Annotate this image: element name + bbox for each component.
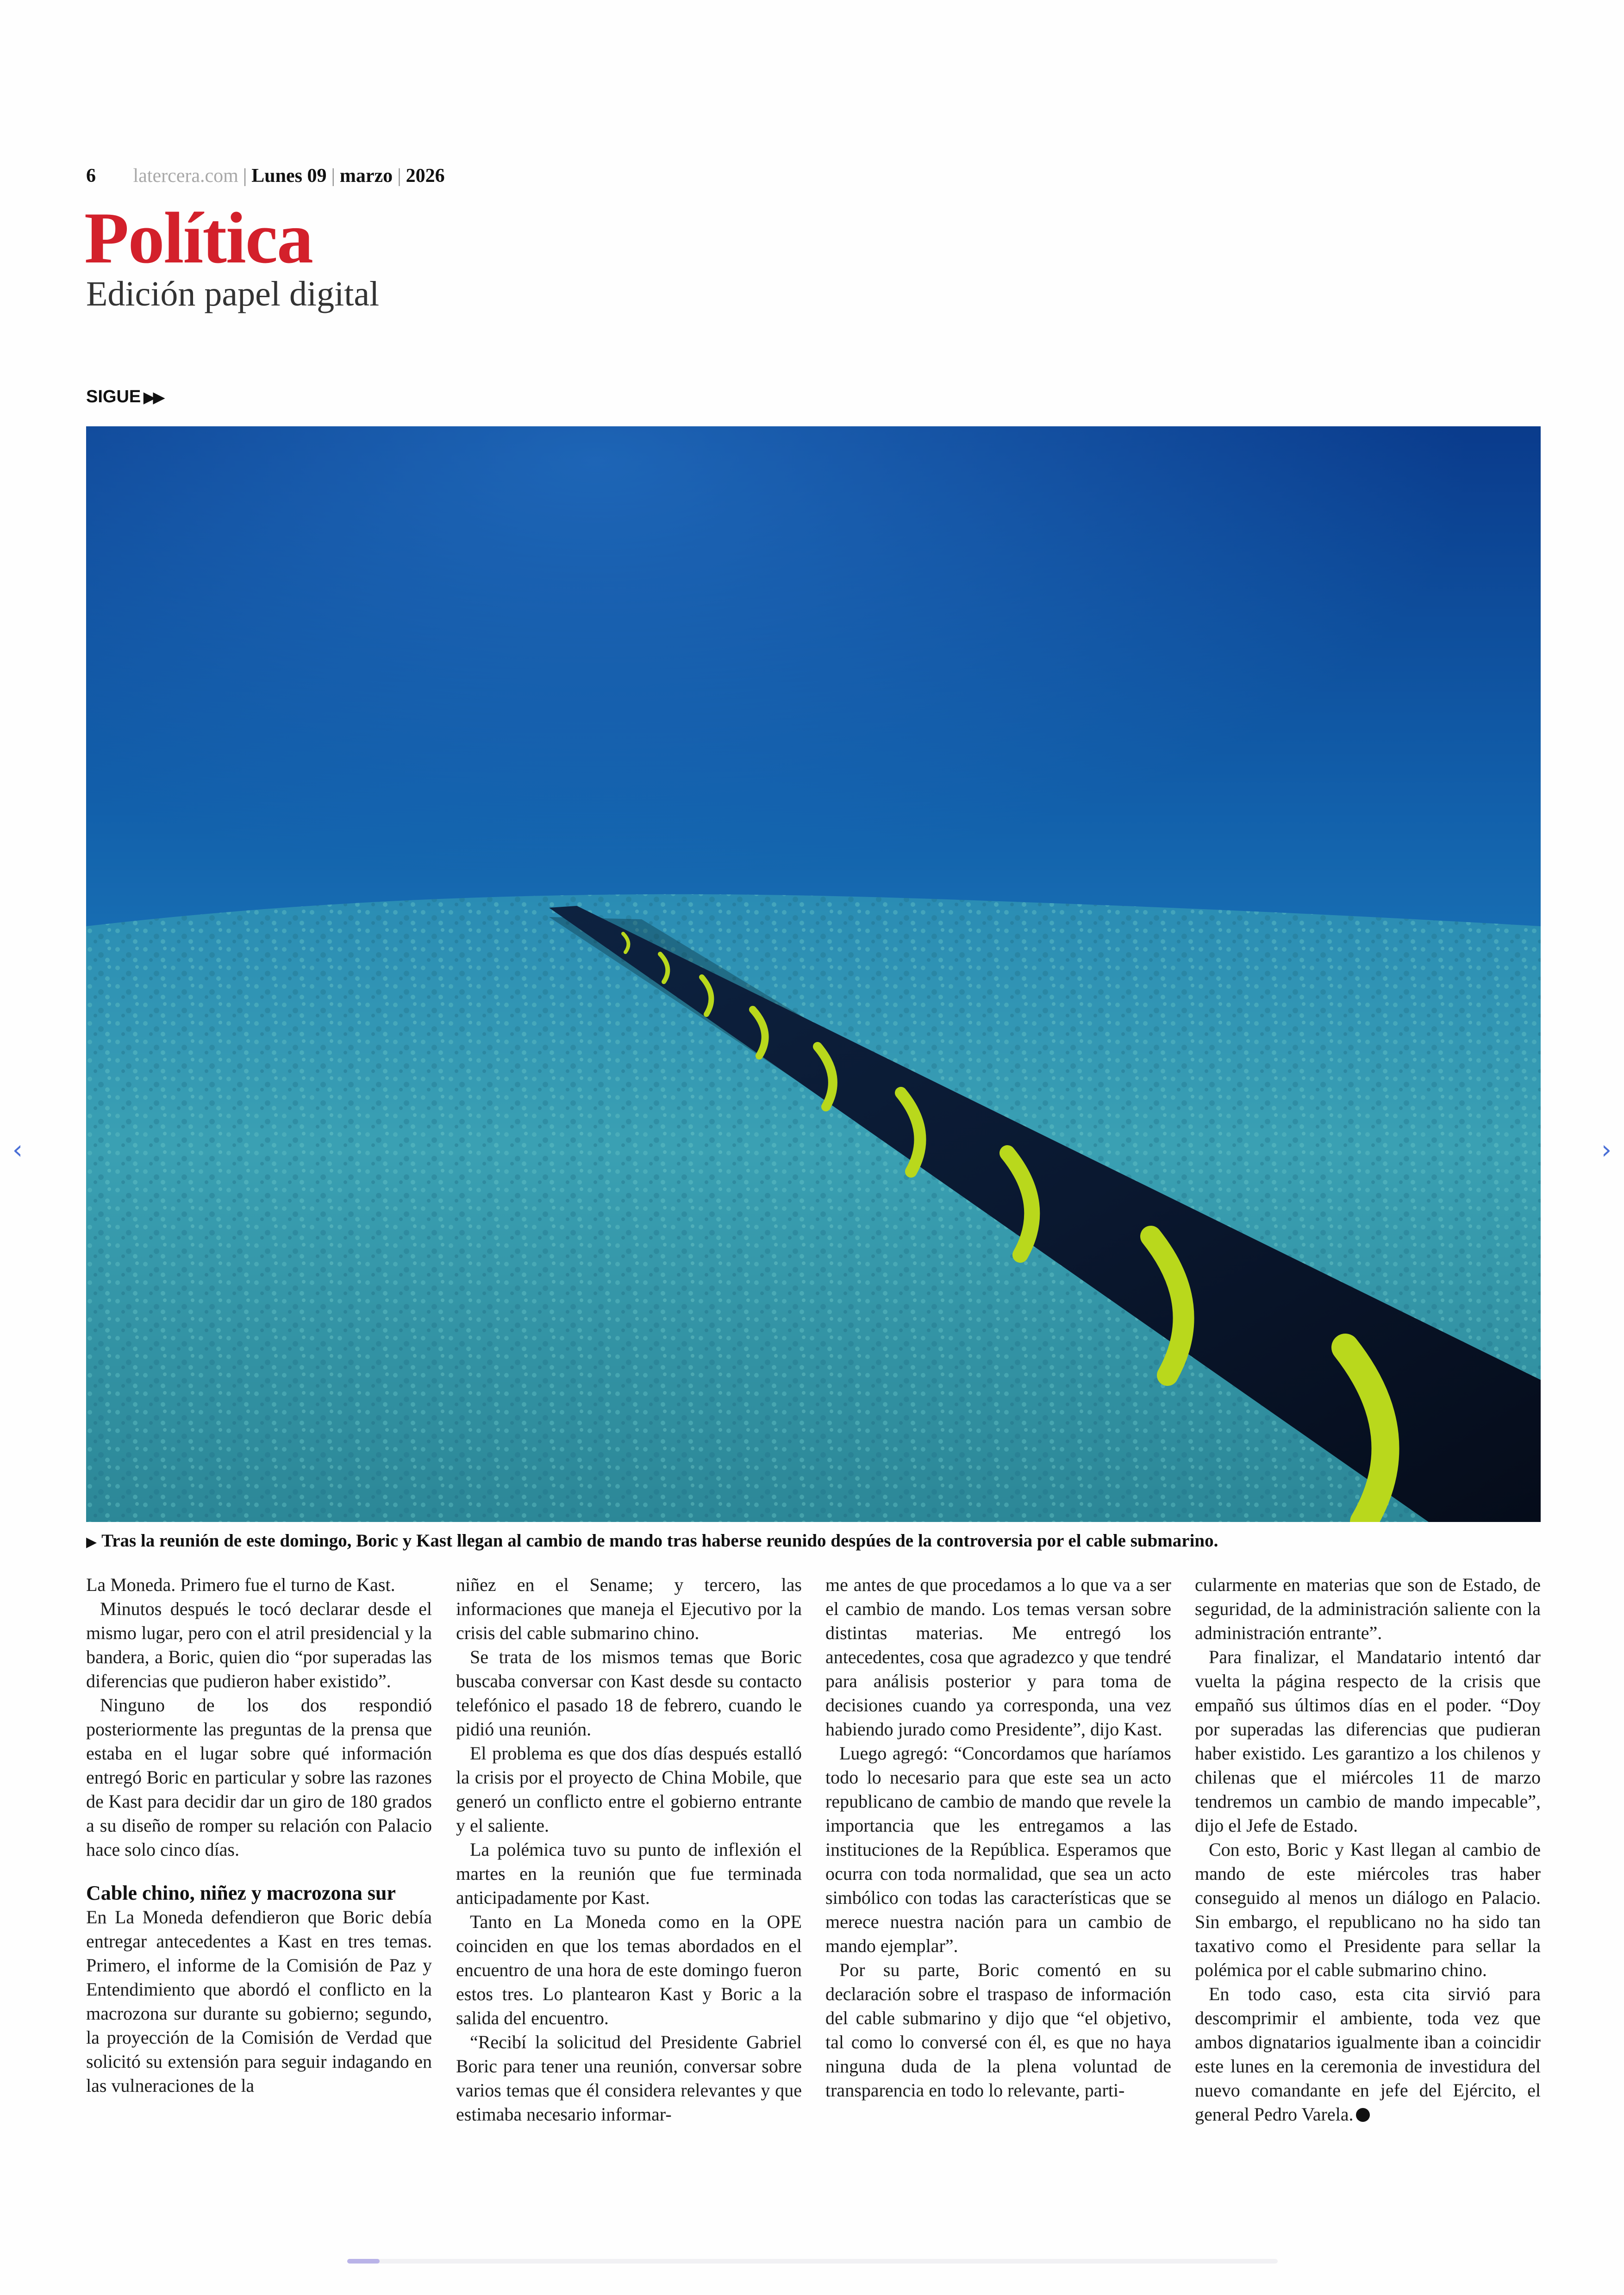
header-month: marzo (339, 165, 393, 187)
section-title: Política (84, 198, 312, 279)
paragraph: Se trata de los mismos temas que Boric buscaba conversar con Kast desde su contacto telefónico el pasado 18 de febrero, cuando le pidió una reunión. (456, 1646, 802, 1740)
caption-text: Tras la reunión de este domingo, Boric y Kast llegan al cambio de mando tras haberse reunido despúes de la controversia por el cable submarino. (101, 1531, 1218, 1551)
page-number: 6 (86, 165, 96, 187)
paragraph: La polémica tuvo su punto de inflexión el martes en la reunión que fue terminada anticipadamente por Kast. (456, 1839, 802, 1908)
final-paragraph-text: En todo caso, esta cita sirvió para descomprimir el ambiente, toda vez que ambos dignatarios igualmente iban a coincidir este lunes en la ceremonia de investidura del nuevo comandante en jefe del Ejército, el general Pedro Varela. (1195, 1983, 1541, 2125)
section-subtitle: Edición papel digital (86, 274, 380, 313)
paragraph: El problema es que dos días después estalló la crisis por el proyecto de China Mobile, que generó un conflicto entre el gobierno entrante y el saliente. (456, 1743, 802, 1836)
article-end-dot-icon (1356, 2108, 1370, 2122)
paragraph: me antes de que procedamos a lo que va a ser el cambio de mando. Los temas versan sobre distintas materias. Me entregó los antecedentes, cosa que agradezco y que tendré para análisis posterior y para toma de decisiones cuando ya corresponda, una vez habiendo jurado como Presidente”, dijo Kast. (825, 1574, 1171, 1740)
article-column-4 (1195, 1573, 1541, 2127)
submarine-cable-photo (86, 426, 1541, 1522)
article-column-3 (825, 1573, 1171, 2102)
paragraph: Luego agregó: “Concordamos que haríamos todo lo necesario para que este sea un acto republicano de cambio de mando que revele la importancia que les entregamos a las instituciones de la República. Esperamos que ocurra con toda normalidad, que sea un acto simbólico con todas las características que se merece nuestra nación para un cambio de mando ejemplar”. (825, 1743, 1171, 1956)
next-page-chevron-icon[interactable]: › (1601, 1135, 1612, 1165)
paragraph: “Recibí la solicitud del Presidente Gabriel Boric para tener una reunión, conversar sobre varios temas que él considera relevantes y que estimaba necesario informar- (456, 2032, 802, 2125)
paragraph: En La Moneda defendieron que Boric debía entregar antecedentes a Kast en tres temas. Primero, el informe de la Comisión de Paz y Entendimiento que abordó el conflicto en la macrozona sur durante su gobierno; segundo, la proyección de la Comisión de Verdad que solicitó su extensión para seguir indagando en las vulneraciones de la (86, 1907, 432, 2096)
header-separator: | (243, 165, 247, 187)
header-year: 2026 (406, 165, 445, 187)
paragraph: La Moneda. Primero fue el turno de Kast. (86, 1574, 395, 1595)
photo-caption (86, 1528, 1541, 1555)
header-separator: | (397, 165, 401, 187)
paragraph: Con esto, Boric y Kast llegan al cambio de mando de este miércoles tras haber conseguido al menos un diálogo en Palacio. Sin embargo, el republicano no ha sido tan taxativo como el Presidente para sellar la polémica por el cable submarino chino. (1195, 1839, 1541, 1980)
paragraph: cularmente en materias que son de Estado, de seguridad, de la administración saliente con la administración entrante”. (1195, 1574, 1541, 1643)
paragraph: Por su parte, Boric comentó en su declaración sobre el traspaso de información del cable submarino y dijo que “el objetivo, tal como lo conversé con él, es que no haya ninguna duda de la plena voluntad de transparencia en todo lo relevante, parti- (825, 1959, 1171, 2101)
header-day: Lunes 09 (251, 165, 327, 187)
paragraph: Para finalizar, el Mandatario intentó dar vuelta la página respecto de la crisis que empañó sus últimos días en el poder. “Doy por superadas las diferencias que pudieran haber existido. Les garantizo a los chilenos y chilenas que el miércoles 11 de marzo tendremos un cambio de mando impecable”, dijo el Jefe de Estado. (1195, 1646, 1541, 1836)
article-column-2 (456, 1573, 802, 2127)
sigue-label (86, 385, 162, 409)
paragraph: niñez en el Sename; y tercero, las informaciones que maneja el Ejecutivo por la crisis del cable submarino chino. (456, 1574, 802, 1643)
article-column-1 (86, 1573, 432, 2098)
reading-progress-bar[interactable] (347, 2259, 1278, 2264)
article-subheading: Cable chino, niñez y macrozona sur (86, 1882, 396, 1904)
double-arrow-icon: ▶▶ (144, 389, 163, 405)
header-separator: | (331, 165, 335, 187)
paragraph: Ninguno de los dos respondió posteriormente las preguntas de la prensa que estaba en el lugar sobre qué información entregó Boric en particular y sobre las razones de Kast para decidir dar un giro de 180 grados a su diseño de romper su relación con Palacio hace solo cinco días. (86, 1695, 432, 1860)
photo-illustration (86, 426, 1541, 1522)
reading-progress-fill (347, 2259, 380, 2264)
caption-triangle-icon: ▶ (86, 1534, 97, 1550)
page-header (86, 162, 445, 190)
sigue-text: SIGUE (86, 387, 141, 406)
site-name: latercera.com (133, 165, 238, 187)
paragraph-final (1195, 1982, 1541, 2127)
paragraph: Minutos después le tocó declarar desde el mismo lugar, pero con el atril presidencial y la bandera, a Boric, quien dio “por superadas las diferencias que pudieron haber existido”. (86, 1598, 432, 1691)
previous-page-chevron-icon[interactable]: ‹ (12, 1135, 23, 1165)
paragraph: Tanto en La Moneda como en la OPE coinciden en que los temas abordados en el encuentro de una hora de este domingo fueron estos tres. Lo plantearon Kast y Boric a la salida del encuentro. (456, 1911, 802, 2028)
